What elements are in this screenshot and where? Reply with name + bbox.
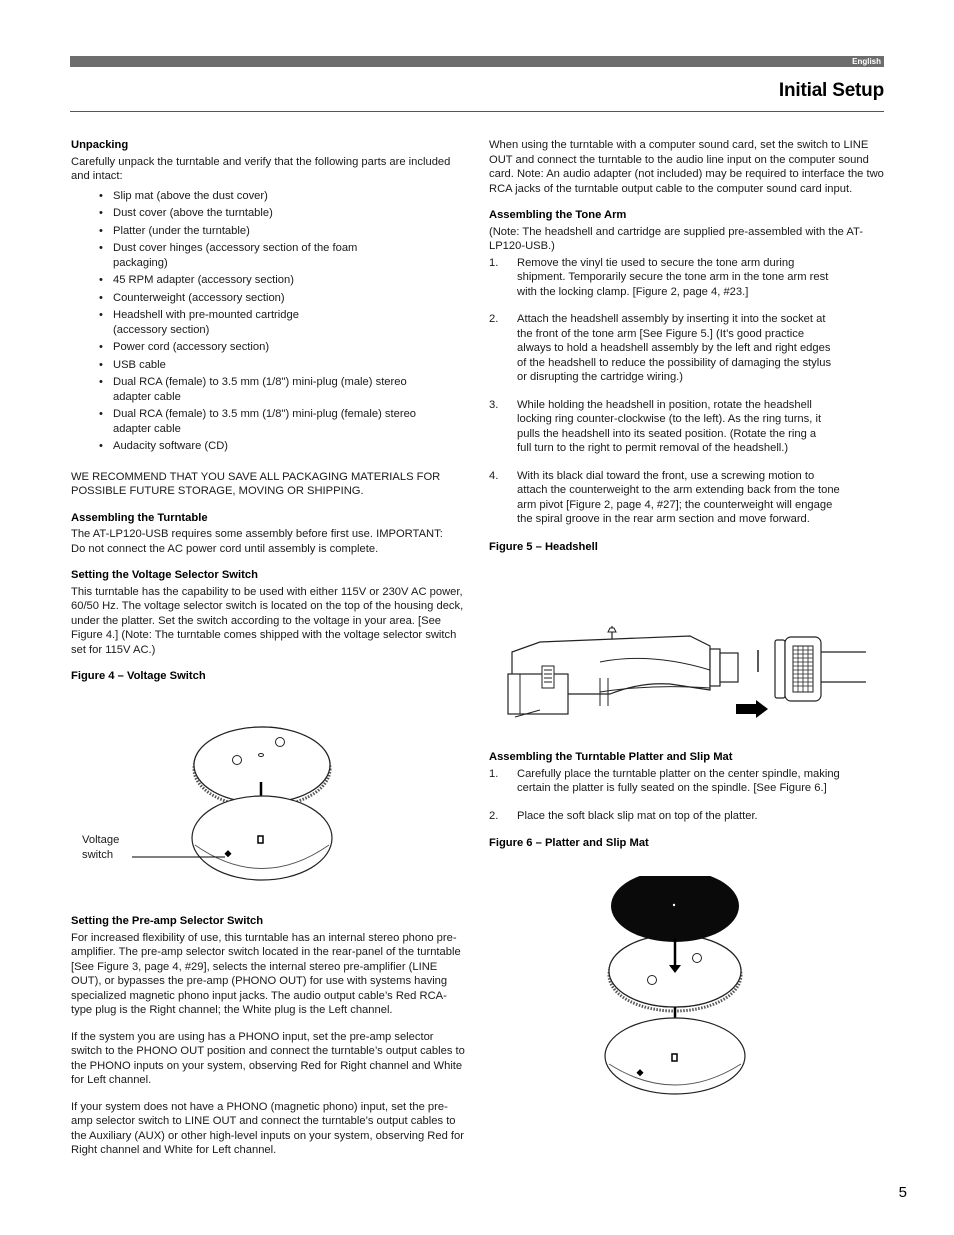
step-number: 3. xyxy=(489,398,499,411)
recommend-text: WE RECOMMEND THAT YOU SAVE ALL PACKAGING MATERIALS FOR POSSIBLE FUTURE STORAGE, MOVING OR SHIPPING. xyxy=(71,470,441,497)
list-item: • 45 RPM adapter (accessory section) xyxy=(99,273,466,288)
step-text: With its black dial toward the front, use a screwing motion to attach the counterweight to the arm extending back from the tone arm pivot [Figure 2, page 4, #27]; the counterweight will engage the spiral groove in the rear arm section and move forward. xyxy=(517,469,840,525)
list-item: • Counterweight (accessory section) xyxy=(99,291,466,306)
unpacking-heading: Unpacking xyxy=(71,139,129,151)
step-number: 1. xyxy=(489,767,499,780)
tonearm-steps xyxy=(489,256,885,527)
list-item: • USB cable xyxy=(99,358,466,373)
computer-text: When using the turntable with a computer sound card, set the switch to LINE OUT and connect the turntable to the audio line input on the computer sound card. Note: An audio adapter (not included) may be required to interface the two RCA jacks of the turntable output cable to the computer sound card input. xyxy=(489,139,884,195)
page-number: 5 xyxy=(898,1184,907,1201)
preamp-heading: Setting the Pre-amp Selector Switch xyxy=(71,915,264,927)
preamp-text-2: If the system you are using has a PHONO input, set the pre-amp selector switch to the PHONO OUT position and connect the turntable’s output cables to the PHONO inputs on your system, observing Red for Right channel and White for Left channel. xyxy=(71,1030,465,1086)
step-number: 1. xyxy=(489,256,499,269)
assembling-text: The AT-LP120-USB requires some assembly before first use. IMPORTANT: Do not connect the AC power cord until assembly is complete. xyxy=(71,528,443,555)
figure6-caption: Figure 6 – Platter and Slip Mat xyxy=(489,837,649,849)
list-item: • Dual RCA (female) to 3.5 mm (1/8") mini-plug (male) stereo adapter cable xyxy=(99,375,413,404)
arrow-icon xyxy=(736,700,768,718)
list-item: • Dual RCA (female) to 3.5 mm (1/8") mini-plug (female) stereo adapter cable xyxy=(99,407,418,436)
headshell-figure xyxy=(500,622,870,722)
step-text: Carefully place the turntable platter on the center spindle, making certain the platter is fully seated on the spindle. [See Figure 6.] xyxy=(517,767,840,794)
language-label: English xyxy=(852,57,881,66)
figure4-caption: Figure 4 – Voltage Switch xyxy=(71,670,206,682)
figure5-caption: Figure 5 – Headshell xyxy=(489,540,598,553)
right-column-lower xyxy=(489,750,885,851)
list-item: • Dust cover (above the turntable) xyxy=(99,206,466,221)
header-bar xyxy=(70,56,884,67)
step-text: Remove the vinyl tie used to secure the tone arm during shipment. Temporarily secure the tone arm in the tone arm rest with the locking clamp. [Figure 2, page 4, #23.] xyxy=(517,256,829,298)
list-item xyxy=(489,767,867,796)
list-item: • Audacity software (CD) xyxy=(99,439,466,454)
tonearm-heading: Assembling the Tone Arm xyxy=(489,209,627,221)
step-number: 4. xyxy=(489,469,499,482)
left-column-lower xyxy=(71,914,466,1158)
title-rule xyxy=(70,111,884,112)
list-item: • Platter (under the turntable) xyxy=(99,224,466,239)
voltage-text: This turntable has the capability to be used with either 115V or 230V AC power, 60/50 Hz. The voltage selector switch is located on the top of the housing deck, under the platter. Set the switch according to the voltage in your area. [See Figure 4.] (Note: The turntable comes shipped with the voltage selector switch set for 115V AC.) xyxy=(71,585,464,656)
tonearm-note: (Note: The headshell and cartridge are supplied pre-assembled with the AT-LP120-USB.) xyxy=(489,225,863,252)
voltage-switch-label: Voltage switch xyxy=(82,834,120,861)
preamp-text-3: If your system does not have a PHONO (magnetic phono) input, set the pre-amp selector switch to LINE OUT and connect the turntable’s output cables to the Auxiliary (AUX) or other high-level inputs on your system, observing Red for Right channel and White for Left channel. xyxy=(71,1100,464,1156)
list-item: • Dust cover hinges (accessory section of the foam packaging) xyxy=(99,241,358,270)
list-item xyxy=(489,469,847,527)
list-item: • Power cord (accessory section) xyxy=(99,340,466,355)
parts-list xyxy=(99,189,466,454)
step-number: 2. xyxy=(489,313,499,325)
list-item xyxy=(489,312,837,385)
left-column xyxy=(71,138,466,684)
list-item xyxy=(489,809,885,824)
platter-heading: Assembling the Turntable Platter and Slip Mat xyxy=(489,751,733,763)
step-text: Attach the headshell assembly by inserting it into the socket at the front of the tone arm [See Figure 5.] (It’s good practice always to hold a headshell assembly by the left and right edges of the headshell to reduce the possibility of damaging the stylus or disrupting the cartridge wiring.) xyxy=(517,313,832,383)
step-text: Place the soft black slip mat on top of the platter. xyxy=(517,809,758,822)
assembling-heading: Assembling the Turntable xyxy=(71,511,208,524)
unpacking-intro: Carefully unpack the turntable and verify that the following parts are included and intact: xyxy=(71,155,451,182)
voltage-heading: Setting the Voltage Selector Switch xyxy=(71,569,258,581)
list-item: • Headshell with pre-mounted cartridge (accessory section) xyxy=(99,308,328,337)
step-number: 2. xyxy=(489,809,499,822)
platter-slip-mat-figure xyxy=(595,876,755,1096)
page-title: Initial Setup xyxy=(778,80,884,101)
list-item xyxy=(489,398,833,456)
voltage-switch-figure xyxy=(70,720,370,892)
list-item: • Slip mat (above the dust cover) xyxy=(99,189,466,204)
preamp-text-1: For increased flexibility of use, this turntable has an internal stereo phono pre-amplifier. The pre-amp selector switch located in the rear-panel of the turntable [See Figure 3, page 4, #29], selects the internal stereo pre-amplifier (LINE OUT), or bypasses the pre-amp (PHONO OUT) for use with systems having specialized magnetic phono input jacks. The audio output cable’s Red RCA-type plug is the Right channel; the White plug is the Left channel. xyxy=(71,931,461,1016)
step-text: While holding the headshell in position, rotate the headshell locking ring counter-clockwise (to the left). As the ring turns, it pulls the headshell into its seated position. (Rotate the ring a full turn to the right to permit removal of the headshell.) xyxy=(517,398,822,454)
right-column xyxy=(489,138,885,554)
platter-steps xyxy=(489,767,885,824)
list-item xyxy=(489,256,837,300)
